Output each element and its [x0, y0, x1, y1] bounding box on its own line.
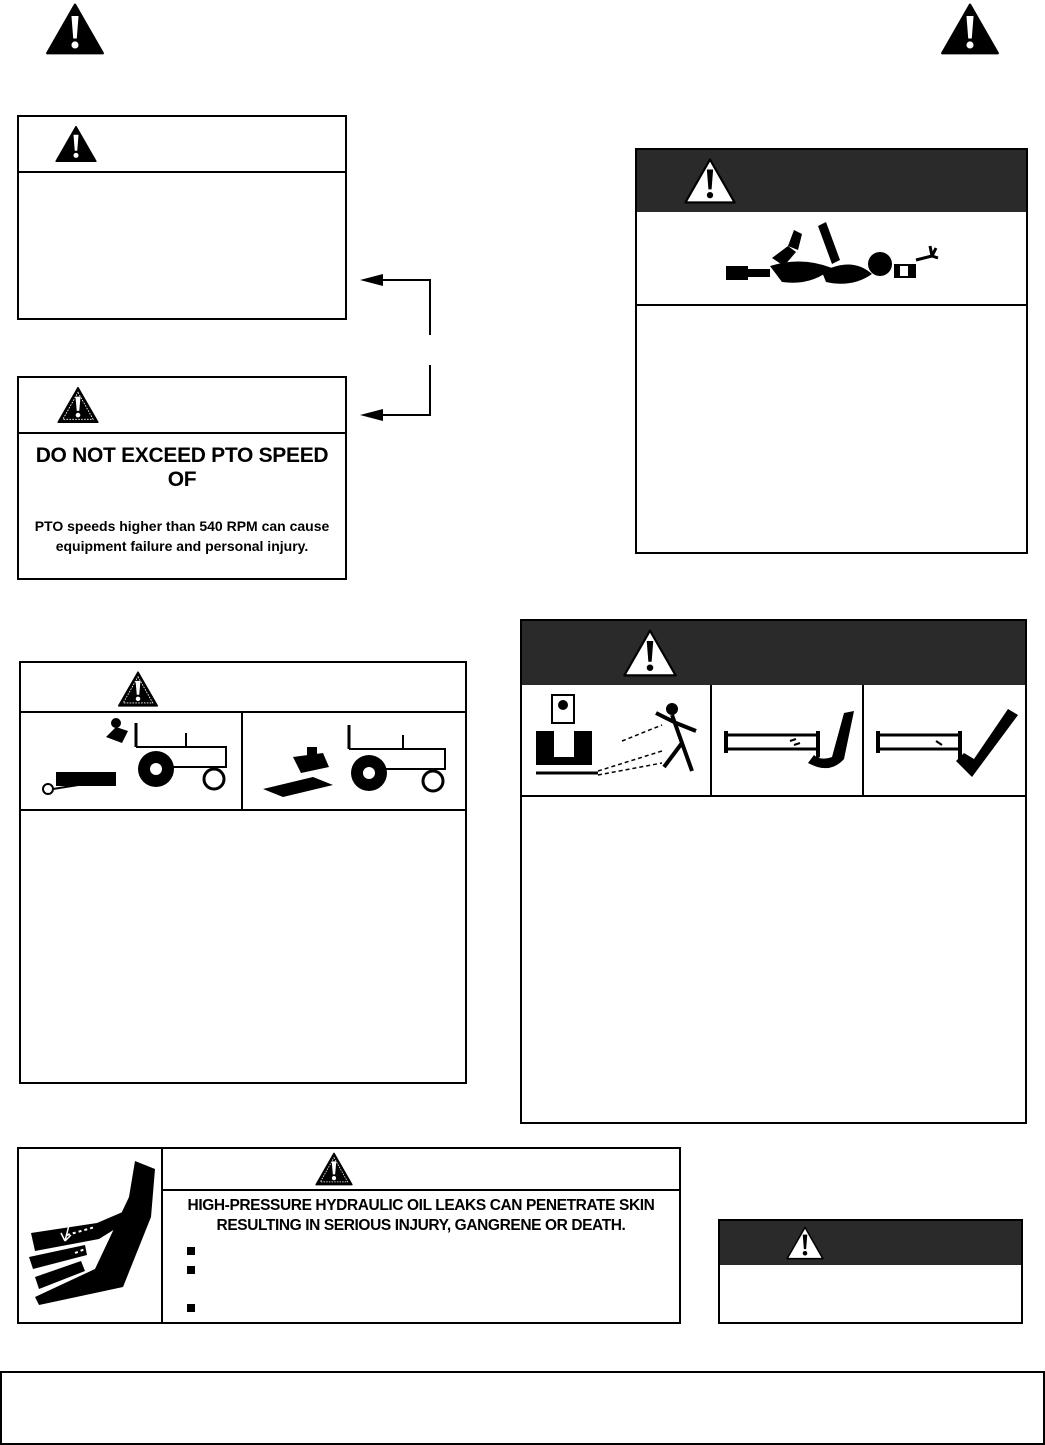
- warning-triangle-icon: [683, 158, 737, 204]
- blade-contact-icon: [720, 701, 856, 781]
- thrown-objects-decal: [520, 619, 1027, 1124]
- pto-body-line: equipment failure and personal injury.: [55, 538, 309, 554]
- warning-triangle-icon: [57, 386, 99, 424]
- warning-triangle-icon: [315, 1152, 353, 1186]
- rollover-decal: [19, 661, 467, 1084]
- warning-triangle-icon: [622, 629, 678, 677]
- bullet-icon: [187, 1247, 195, 1255]
- tractor-rollover-icon: [36, 717, 236, 803]
- hydraulic-injection-icon: [25, 1157, 157, 1315]
- hydraulic-headline: RESULTING IN SERIOUS INJURY, GANGRENE OR DEATH.: [216, 1217, 626, 1234]
- thrown-objects-icon: [532, 691, 708, 787]
- warning-triangle-icon: [117, 671, 159, 707]
- hydraulic-leak-decal: [17, 1147, 681, 1324]
- pto-headline: DO NOT EXCEED PTO SPEED OF: [35, 444, 329, 491]
- blade-contact-icon: [872, 701, 1022, 781]
- warning-triangle-icon: [55, 125, 97, 163]
- small-warning-decal: [718, 1219, 1023, 1324]
- pto-speed-decal: [17, 376, 347, 580]
- bullet-icon: [187, 1266, 195, 1274]
- safety-decal-blank: [17, 115, 347, 320]
- footer-note-box: [0, 1371, 1045, 1445]
- pto-body-line: PTO speeds higher than 540 RPM can cause: [34, 518, 330, 534]
- warning-triangle-icon: [940, 3, 1000, 55]
- hydraulic-headline: HIGH-PRESSURE HYDRAULIC OIL LEAKS CAN PENETRATE SKIN: [187, 1197, 655, 1214]
- warning-triangle-icon: [45, 3, 105, 55]
- warning-triangle-icon: [786, 1226, 824, 1260]
- driveline-entanglement-icon: [722, 216, 942, 298]
- tractor-rollover-icon: [253, 717, 453, 803]
- connector-arrows: [355, 265, 445, 425]
- bullet-icon: [187, 1304, 195, 1312]
- entanglement-decal: [635, 148, 1028, 554]
